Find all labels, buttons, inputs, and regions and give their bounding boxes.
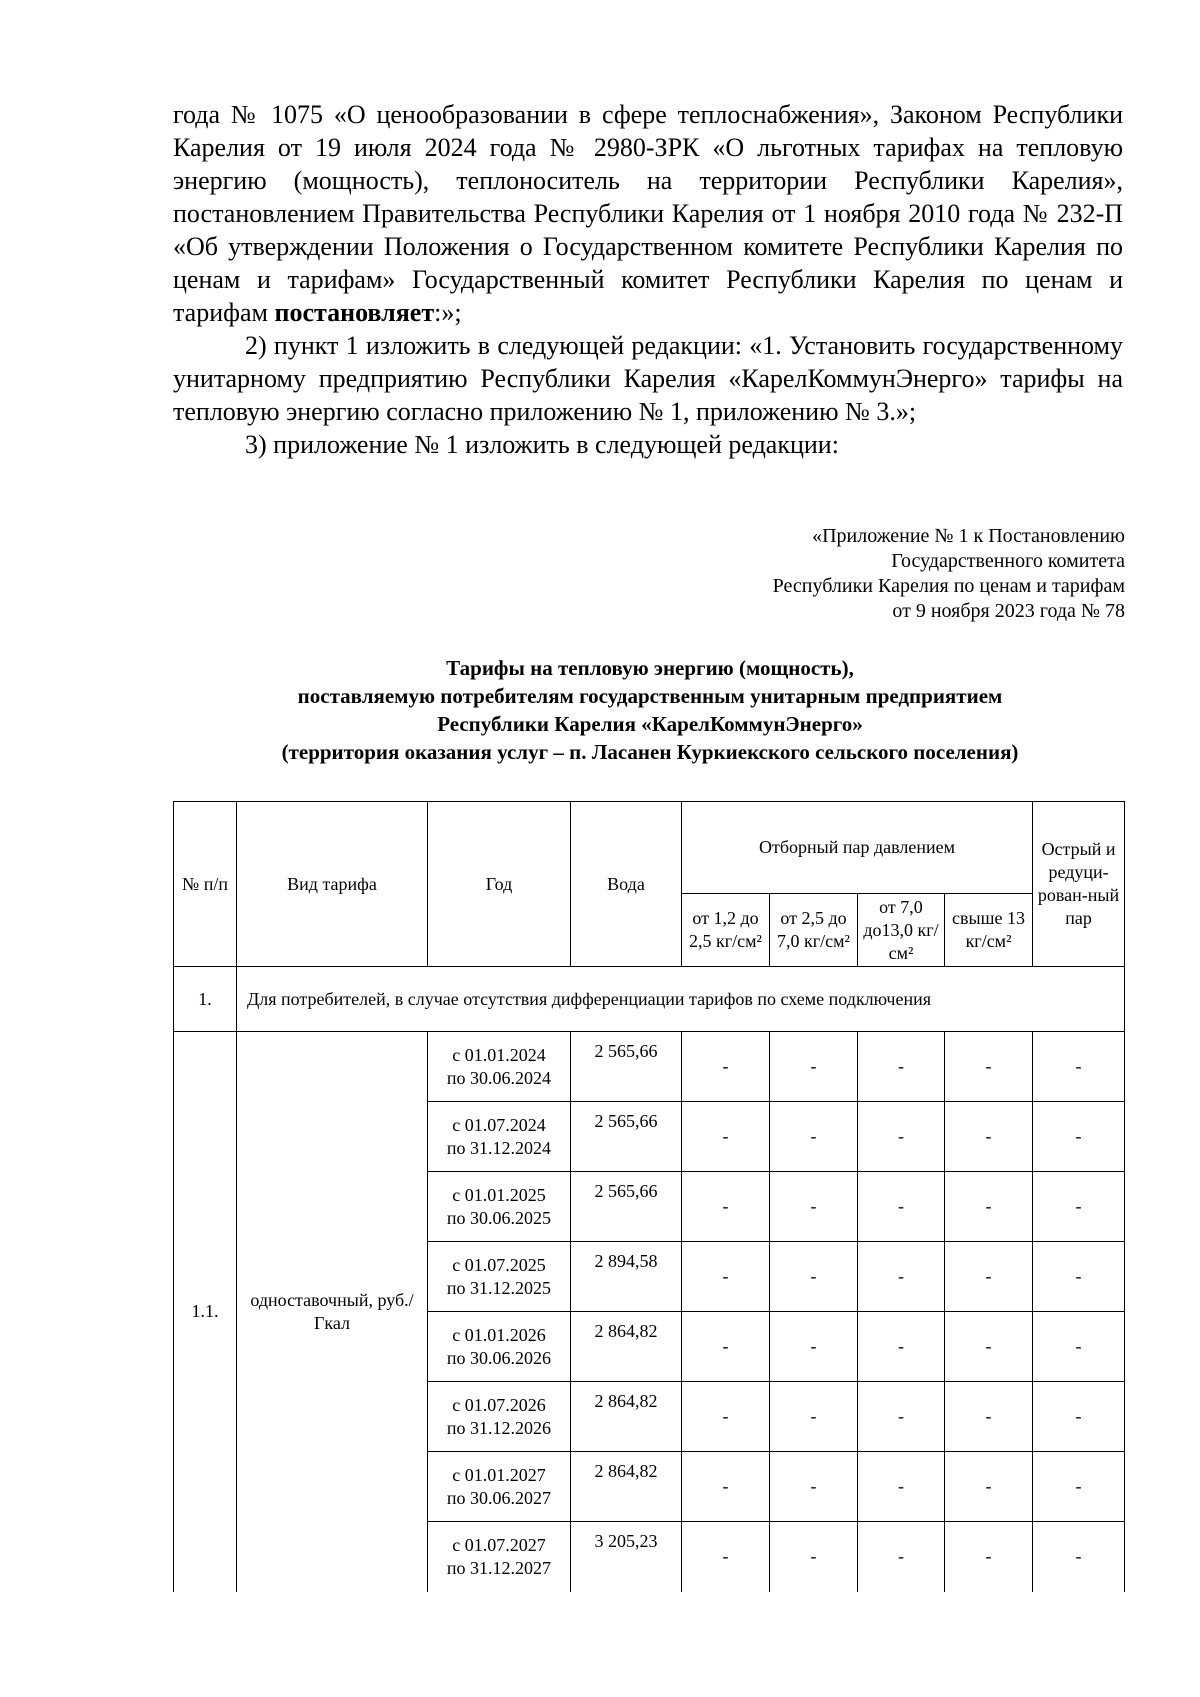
water-value: 2 864,82 bbox=[571, 1312, 682, 1382]
body-text bbox=[173, 98, 1123, 461]
value-cell: - bbox=[1033, 1242, 1125, 1312]
value-cell: - bbox=[1033, 1102, 1125, 1172]
title-line: Тарифы на тепловую энергию (мощность), bbox=[446, 656, 854, 680]
section-row bbox=[174, 967, 1125, 1032]
value-cell: - bbox=[858, 1312, 945, 1382]
title-line: поставляемую потребителям государственным унитарным предприятием bbox=[297, 684, 1003, 708]
value-cell: - bbox=[682, 1382, 770, 1452]
title-line: Республики Карелия «КарелКоммунЭнерго» bbox=[437, 712, 863, 736]
header-steam-group: Отборный пар давлением bbox=[682, 802, 1033, 894]
appendix-line: «Приложение № 1 к Постановлению bbox=[812, 525, 1125, 547]
value-cell: - bbox=[858, 1522, 945, 1592]
group-type: одноставочный, руб./Гкал bbox=[237, 1032, 428, 1592]
water-value: 2 565,66 bbox=[571, 1032, 682, 1102]
value-cell: - bbox=[858, 1172, 945, 1242]
value-cell: - bbox=[770, 1102, 858, 1172]
value-cell: - bbox=[682, 1242, 770, 1312]
value-cell: - bbox=[682, 1032, 770, 1102]
value-cell: - bbox=[1033, 1312, 1125, 1382]
group-num: 1.1. bbox=[174, 1032, 237, 1592]
appendix-line: от 9 ноября 2023 года № 78 bbox=[892, 600, 1125, 622]
value-cell: - bbox=[945, 1172, 1033, 1242]
value-cell: - bbox=[1033, 1522, 1125, 1592]
value-cell: - bbox=[770, 1242, 858, 1312]
water-value: 3 205,23 bbox=[571, 1522, 682, 1592]
header-row bbox=[174, 802, 1125, 894]
value-cell: - bbox=[770, 1522, 858, 1592]
table-row bbox=[174, 1032, 1125, 1102]
value-cell: - bbox=[682, 1522, 770, 1592]
water-value: 2 565,66 bbox=[571, 1102, 682, 1172]
title-line: (территория оказания услуг – п. Ласанен Куркиекского сельского поселения) bbox=[281, 740, 1019, 764]
value-cell: - bbox=[945, 1242, 1033, 1312]
water-value: 2 894,58 bbox=[571, 1242, 682, 1312]
period-cell: с 01.01.2027 по 30.06.2027 bbox=[428, 1452, 571, 1522]
period-cell: с 01.07.2026 по 31.12.2026 bbox=[428, 1382, 571, 1452]
period-cell: с 01.01.2026 по 30.06.2026 bbox=[428, 1312, 571, 1382]
value-cell: - bbox=[1033, 1452, 1125, 1522]
header-steam-3: от 7,0 до13,0 кг/см² bbox=[858, 894, 945, 967]
header-steam-4: свыше 13 кг/см² bbox=[945, 894, 1033, 967]
value-cell: - bbox=[945, 1452, 1033, 1522]
paragraph-1: года № 1075 «О ценообразовании в сфере теплоснабжения», Законом Республики Карелия от 19 июля 2024 года № 2980-ЗРК «О льготных тарифах на тепловую энергию (мощность), теплоноситель на территории Республики Карелия», постановлением Правительства Республики Карелия от 1 ноября 2010 года № 232-П «Об утверждении Положения о Государственном комитете Республики Карелия по ценам и тарифам» Государственный комитет Республики Карелия по ценам и тарифам постановляет:»; bbox=[173, 100, 1123, 327]
period-cell: с 01.07.2027 по 31.12.2027 bbox=[428, 1522, 571, 1592]
value-cell: - bbox=[770, 1032, 858, 1102]
period-cell: с 01.07.2025 по 31.12.2025 bbox=[428, 1242, 571, 1312]
header-sharp-steam: Острый и редуци-рован-ный пар bbox=[1033, 802, 1125, 967]
value-cell: - bbox=[1033, 1032, 1125, 1102]
value-cell: - bbox=[682, 1452, 770, 1522]
value-cell: - bbox=[1033, 1382, 1125, 1452]
tariff-table bbox=[173, 801, 1125, 1592]
paragraph-2: 2) пункт 1 изложить в следующей редакции: «1. Установить государственному унитарному предприятию Республики Карелия «КарелКоммунЭнерго» тарифы на тепловую энергию согласно приложению № 1, приложению № 3.»; bbox=[173, 331, 1123, 426]
table-title bbox=[100, 654, 1200, 766]
section-label: Для потребителей, в случае отсутствия дифференциации тарифов по схеме подключения bbox=[237, 967, 1125, 1032]
header-year: Год bbox=[428, 802, 571, 967]
value-cell: - bbox=[770, 1452, 858, 1522]
value-cell: - bbox=[945, 1032, 1033, 1102]
period-cell: с 01.01.2025 по 30.06.2025 bbox=[428, 1172, 571, 1242]
period-cell: с 01.07.2024 по 31.12.2024 bbox=[428, 1102, 571, 1172]
header-steam-1: от 1,2 до 2,5 кг/см² bbox=[682, 894, 770, 967]
paragraph-3: 3) приложение № 1 изложить в следующей редакции: bbox=[245, 430, 839, 459]
header-tariff-type: Вид тарифа bbox=[237, 802, 428, 967]
value-cell: - bbox=[858, 1382, 945, 1452]
value-cell: - bbox=[858, 1452, 945, 1522]
value-cell: - bbox=[682, 1102, 770, 1172]
bold-keyword: постановляет bbox=[274, 298, 435, 327]
header-num: № п/п bbox=[174, 802, 237, 967]
value-cell: - bbox=[682, 1312, 770, 1382]
value-cell: - bbox=[858, 1032, 945, 1102]
value-cell: - bbox=[945, 1522, 1033, 1592]
header-steam-2: от 2,5 до 7,0 кг/см² bbox=[770, 894, 858, 967]
value-cell: - bbox=[682, 1172, 770, 1242]
value-cell: - bbox=[770, 1382, 858, 1452]
value-cell: - bbox=[1033, 1172, 1125, 1242]
value-cell: - bbox=[858, 1242, 945, 1312]
value-cell: - bbox=[770, 1312, 858, 1382]
appendix-line: Республики Карелия по ценам и тарифам bbox=[772, 575, 1125, 597]
value-cell: - bbox=[858, 1102, 945, 1172]
appendix-header bbox=[625, 524, 1125, 624]
water-value: 2 864,82 bbox=[571, 1452, 682, 1522]
value-cell: - bbox=[945, 1102, 1033, 1172]
water-value: 2 864,82 bbox=[571, 1382, 682, 1452]
header-water: Вода bbox=[571, 802, 682, 967]
period-cell: с 01.01.2024 по 30.06.2024 bbox=[428, 1032, 571, 1102]
section-num: 1. bbox=[174, 967, 237, 1032]
water-value: 2 565,66 bbox=[571, 1172, 682, 1242]
value-cell: - bbox=[945, 1312, 1033, 1382]
appendix-line: Государственного комитета bbox=[891, 550, 1125, 572]
value-cell: - bbox=[770, 1172, 858, 1242]
value-cell: - bbox=[945, 1382, 1033, 1452]
